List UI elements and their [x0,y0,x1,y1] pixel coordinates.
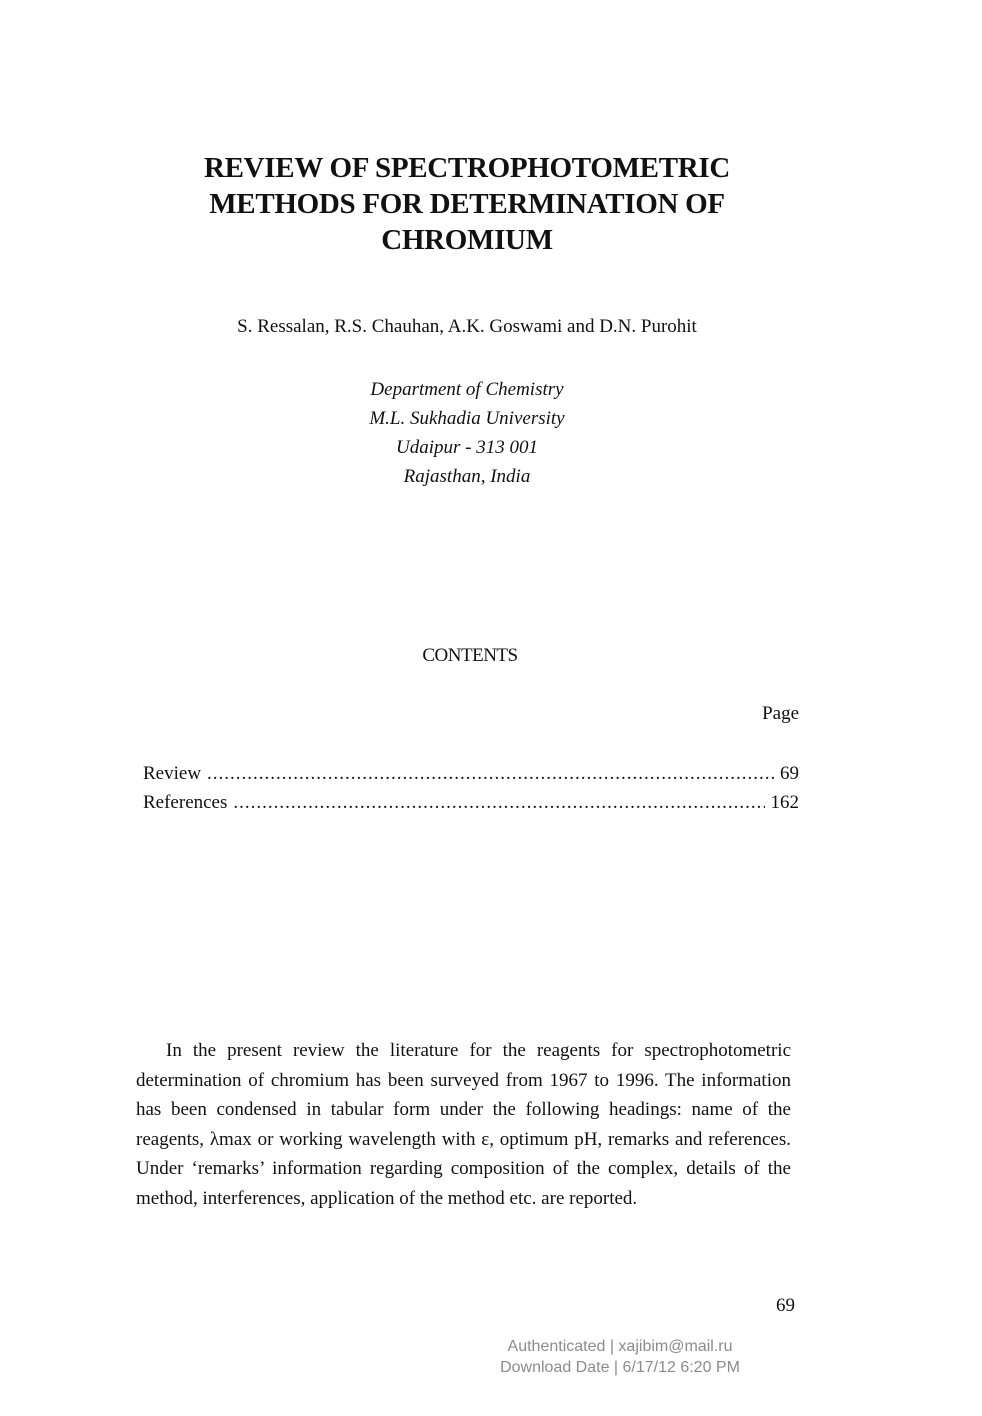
title-line: METHODS FOR DETERMINATION OF [209,188,725,220]
affiliation-department: Department of Chemistry [370,379,564,400]
download-watermark [470,1336,770,1378]
abstract-paragraph: In the present review the literature for the reagents for spectrophotometric determination of chromium has been surveyed from 1967 to 1996. The information has been condensed in tabular form under the following headings: name of the reagents, λmax or working wavelength with ε, optimum pH, remarks and references. Under ‘remarks’ information regarding composition of the complex, details of the method, interferences, application of the method etc. are reported. [136,1040,791,1209]
contents-page-label: Page [762,703,799,724]
title-line: REVIEW OF SPECTROPHOTOMETRIC [203,152,731,184]
affiliation-university: M.L. Sukhadia University [369,408,565,429]
page-number: 69 [776,1295,795,1316]
toc-entry-label: Review [143,763,202,784]
affiliation-city: Udaipur - 313 001 [396,437,538,458]
table-of-contents [143,759,799,817]
affiliation [0,375,934,491]
toc-leader-dots [233,788,764,817]
watermark-download-date: Download Date | 6/17/12 6:20 PM [500,1359,740,1376]
paper-title [0,150,934,258]
toc-entry-review[interactable] [143,759,799,788]
affiliation-country: Rajasthan, India [403,466,531,487]
toc-entry-page: 162 [770,792,799,813]
toc-leader-dots [207,759,774,788]
toc-entry-label: References [143,792,228,813]
title-line: CHROMIUM [381,224,553,256]
contents-heading: CONTENTS [422,645,518,666]
toc-entry-page: 69 [780,763,799,784]
author-list: S. Ressalan, R.S. Chauhan, A.K. Goswami and D.N. Purohit [237,316,697,337]
watermark-authenticated: Authenticated | xajibim@mail.ru [507,1338,733,1355]
toc-entry-references[interactable] [143,788,799,817]
